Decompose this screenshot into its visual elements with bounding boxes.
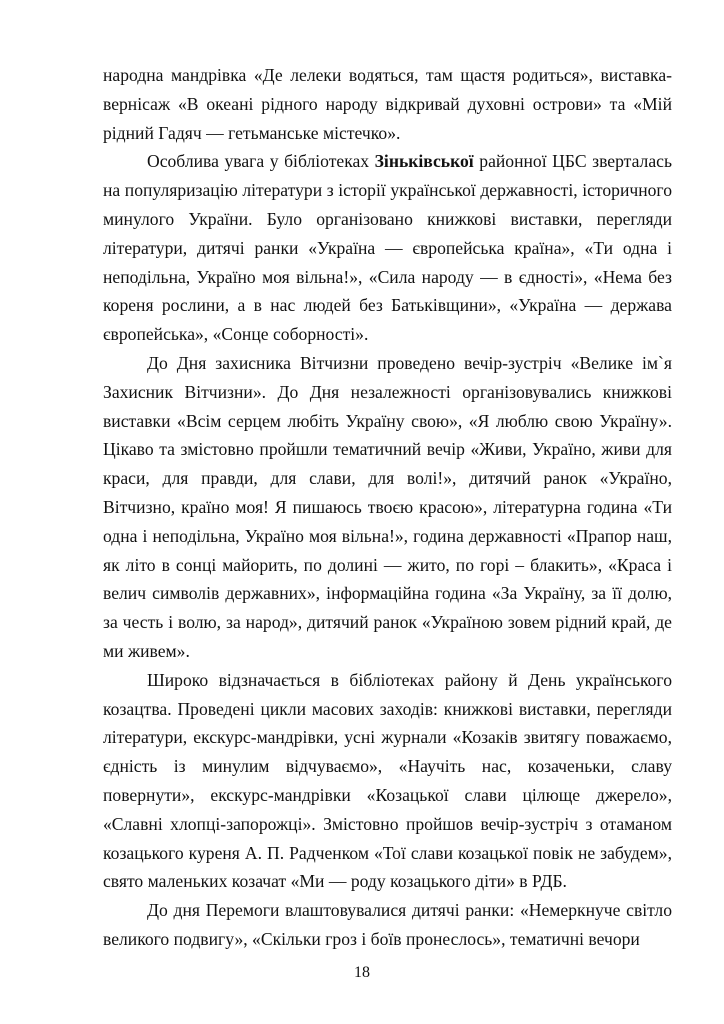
paragraph	[103, 61, 672, 147]
bold-text: Зіньківської	[374, 151, 474, 172]
page-number: 18	[354, 964, 370, 981]
text-run: Широко відзначається в бібліотеках району й День українського козацтва. Проведені цикли масових заходів: книжкові виставки, перегляди літератури, екскурс-мандрівки, усні журнали «Козаків звитягу поважаємо, єдність із минулим відчуваємо», «Научіть нас, козаченьки, славу повернути», екскурс-мандрівки «Козацької слави цілюще джерело», «Славні хлопці-запорожці». Змістовно пройшов вечір-зустріч з отаманом козацького куреня А. П. Радченком «Тої слави козацької повік не забудем», свято маленьких козачат «Ми — роду козацького діти» в РДБ.	[103, 669, 672, 892]
paragraph	[103, 666, 672, 896]
paragraph	[103, 896, 672, 954]
paragraph	[103, 349, 672, 666]
text-run: Особлива увага у бібліотеках	[147, 151, 375, 172]
text-run: народна мандрівка «Де лелеки водяться, там щастя родиться», виставка-вернісаж «В океані рідного народу відкривай духовні острови» та «Мій рідний Гадяч — гетьманське містечко».	[103, 65, 672, 143]
paragraph	[103, 147, 672, 349]
document-body	[103, 61, 672, 954]
text-run: До Дня захисника Вітчизни проведено вечір-зустріч «Велике ім`я Захисник Вітчизни». До Дня незалежності організовувались книжкові виставки «Всім серцем любіть Україну свою», «Я люблю свою Україну». Цікаво та змістовно пройшли тематичний вечір «Живи, Україно, живи для краси, для правди, для слави, для волі!», дитячий ранок «Україно, Вітчизно, країно моя! Я пишаюсь твоєю красою», літературна година «Ти одна і неподільна, Україно моя вільна!», година державності «Прапор наш, як літо в сонці майорить, по долині — жито, по горі – блакить», «Краса і велич символів державних», інформаційна година «За Україну, за її долю, за честь і волю, за народ», дитячий ранок «Україною зовем рідний край, де ми живем».	[103, 352, 672, 661]
text-run: районної ЦБС зверталась на популяризацію літератури з історії української державності, історичного минулого України. Було організовано книжкові виставки, перегляди літератури, дитячі ранки «Україна — європейська країна», «Ти одна і неподільна, Україно моя вільна!», «Сила народу — в єдності», «Нема без кореня рослини, а в нас людей без Батьківщини», «Україна — держава європейська», «Сонце соборності».	[103, 151, 672, 345]
text-run: До дня Перемоги влаштовувалися дитячі ранки: «Немеркнуче світло великого подвигу», «Скільки гроз і боїв пронеслось», тематичні вечори	[103, 900, 672, 949]
